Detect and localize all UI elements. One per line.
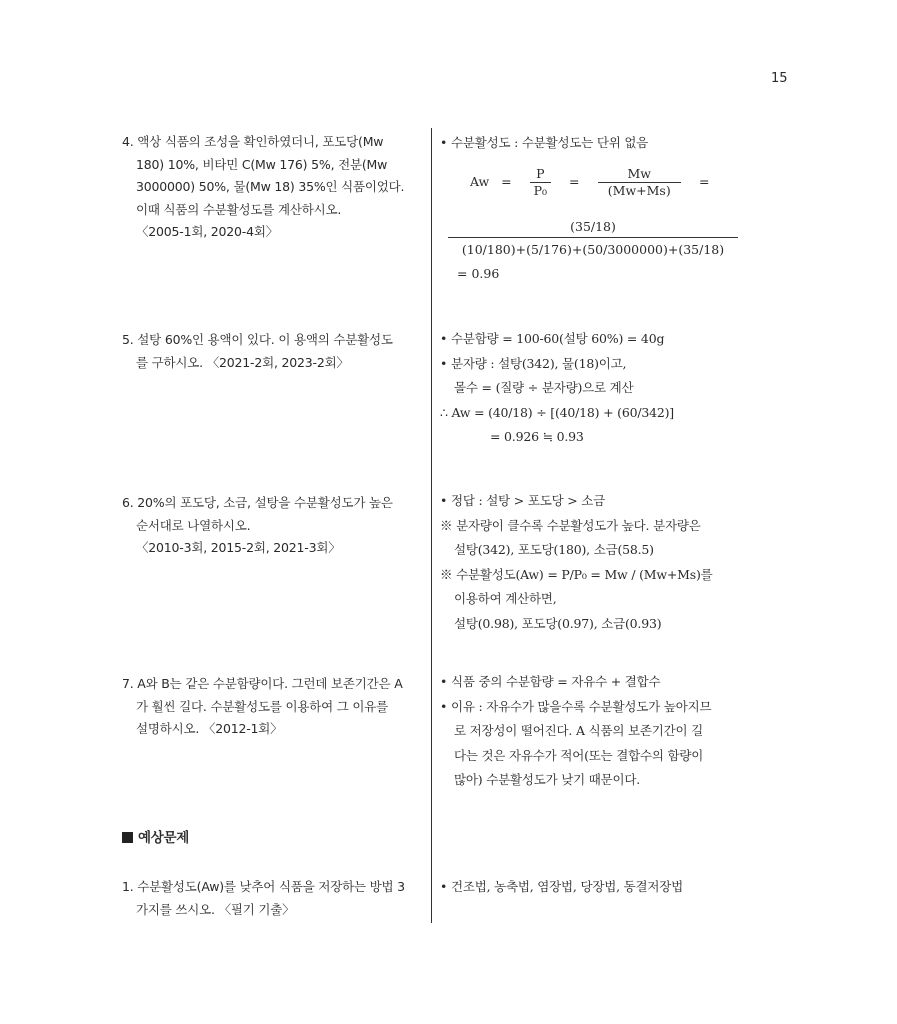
a7-line: 많아) 수분활성도가 낮기 때문이다. <box>454 772 641 787</box>
q6-line: 6. 20%의 포도당, 소금, 설탕을 수분활성도가 높은 <box>122 495 393 510</box>
question-7 <box>122 673 430 741</box>
q6-line: 〈2010-3회, 2015-2회, 2021-3회〉 <box>136 540 341 555</box>
q4-line: 〈2005-1회, 2020-4회〉 <box>136 224 279 239</box>
answer-7 <box>440 670 752 793</box>
q5-line: 를 구하시오. 〈2021-2회, 2023-2회〉 <box>136 354 349 370</box>
q4-line: 이때 식품의 수분활성도를 계산하시오. <box>136 201 342 217</box>
a7-line: 로 저장성이 떨어진다. A 식품의 보존기간이 길 <box>454 723 703 738</box>
aw-equation <box>470 166 709 199</box>
q7-line: 가 훨씬 길다. 수분활성도를 이용하여 그 이유를 <box>136 698 389 714</box>
a7-line: • 식품 중의 수분함량 = 자유수 + 결합수 <box>440 674 661 689</box>
q5-line: 5. 설탕 60%인 용액이 있다. 이 용액의 수분활성도 <box>122 332 393 347</box>
pq1-line: 1. 수분활성도(Aw)를 낮추어 식품을 저장하는 방법 3 <box>122 879 405 894</box>
a5-line: • 분자량 : 설탕(342), 물(18)이고, <box>440 355 627 371</box>
a6-line: • 정답 : 설탕 > 포도당 > 소금 <box>440 493 606 508</box>
q4-line: 180) 10%, 비타민 C(Mw 176) 5%, 전분(Mw <box>136 156 388 172</box>
fraction-denominator: (10/180)+(5/176)+(50/3000000)+(35/18) <box>461 242 725 257</box>
equals-sign: = <box>569 174 580 189</box>
equals-sign: = <box>501 174 512 189</box>
a5-line: 몰수 = (질량 ÷ 분자량)으로 계산 <box>454 380 634 395</box>
answer-6 <box>440 489 752 636</box>
q4-line: 3000000) 50%, 물(Mw 18) 35%인 식품이었다. <box>136 179 405 194</box>
q7-line: 설명하시오. 〈2012-1회〉 <box>136 721 283 736</box>
a7-line: 다는 것은 자유수가 적어(또는 결합수의 함량이 <box>454 747 704 763</box>
fraction-denominator: P₀ <box>533 183 548 198</box>
mole-fraction <box>448 218 738 258</box>
a6-line: 설탕(0.98), 포도당(0.97), 소금(0.93) <box>454 615 662 631</box>
result: = 0.96 <box>457 266 500 281</box>
a6-line: 설탕(342), 포도당(180), 소금(58.5) <box>454 542 654 557</box>
answer-4-intro: • 수분활성도 : 수분활성도는 단위 없음 <box>440 135 649 150</box>
a6-line: ※ 분자량이 클수록 수분활성도가 높다. 분자량은 <box>440 517 701 533</box>
q7-line: 7. A와 B는 같은 수분함량이다. 그런데 보존기간은 A <box>122 676 403 691</box>
p-over-p0-fraction <box>530 166 551 199</box>
answer-5 <box>440 327 752 450</box>
a5-line: • 수분함량 = 100-60(설탕 60%) = 40g <box>440 331 665 346</box>
section-heading <box>122 826 189 846</box>
q6-line: 순서대로 나열하시오. <box>136 517 251 533</box>
black-square-icon <box>122 832 133 843</box>
a5-line: ∴ Aw = (40/18) ÷ [(40/18) + (60/342)] <box>440 404 674 420</box>
equals-sign: = <box>698 174 710 189</box>
practice-answer-1 <box>440 875 752 900</box>
question-4 <box>122 131 430 244</box>
fraction-numerator: (35/18) <box>448 218 738 238</box>
question-5 <box>122 329 430 374</box>
aw-label: Aw <box>470 174 490 189</box>
a5-line: = 0.926 ≒ 0.93 <box>490 429 584 444</box>
column-divider <box>431 128 432 923</box>
pa1-line: • 건조법, 농축법, 염장법, 당장법, 동결저장법 <box>440 879 684 894</box>
pq1-line: 가지를 쓰시오. 〈필기 기출〉 <box>136 901 295 917</box>
page-number: 15 <box>771 71 788 86</box>
a6-line: 이용하여 계산하면, <box>454 591 557 606</box>
question-6 <box>122 492 430 560</box>
fraction-numerator: P <box>530 166 550 183</box>
a7-line: • 이유 : 자유수가 많을수록 수분활성도가 높아지므 <box>440 698 712 714</box>
q4-line: 4. 액상 식품의 조성을 확인하였더니, 포도당(Mw <box>122 134 384 149</box>
a6-line: ※ 수분활성도(Aw) = P/P₀ = Mw / (Mw+Ms)를 <box>440 566 713 582</box>
fraction-numerator: Mw <box>598 166 682 183</box>
fraction-denominator: (Mw+Ms) <box>607 183 671 198</box>
section-title: 예상문제 <box>138 830 189 846</box>
mw-fraction <box>598 166 682 199</box>
practice-question-1 <box>122 876 430 921</box>
